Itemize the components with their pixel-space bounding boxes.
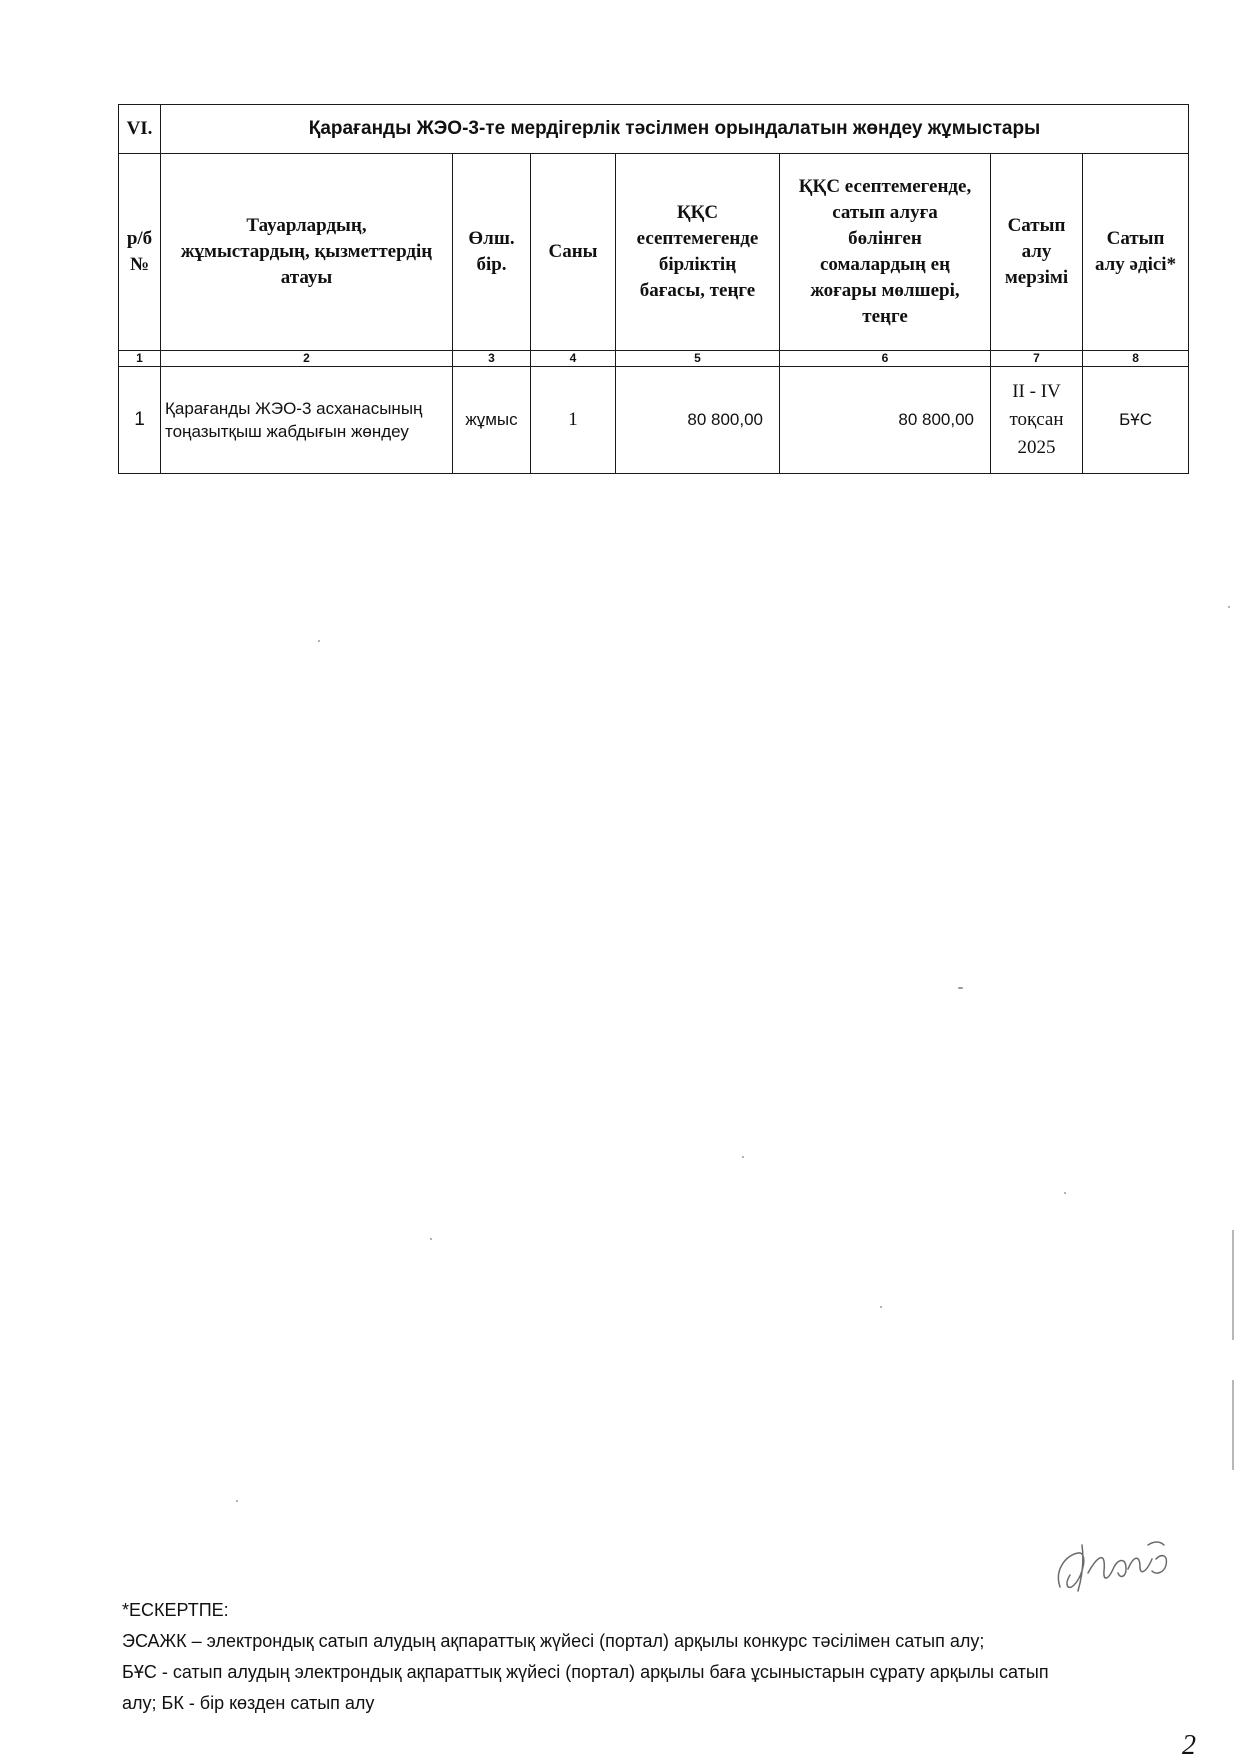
column-index: 5	[616, 351, 780, 367]
row-method: БҰС	[1083, 367, 1189, 474]
scan-speck	[236, 1500, 238, 1502]
scan-speck	[958, 987, 963, 989]
header-method: Сатып алу әдісі*	[1083, 154, 1189, 351]
footnote-line: ЭСАЖК – электрондық сатып алудың ақпараттық жүйесі (портал) арқылы конкурс тәсілімен сатып алу;	[122, 1631, 985, 1651]
header-num: р/б №	[119, 154, 161, 351]
scan-speck	[318, 640, 320, 642]
header-qty: Саны	[531, 154, 616, 351]
scan-speck	[1064, 1192, 1066, 1194]
header-unit: Өлш. бір.	[453, 154, 531, 351]
header-period: Сатып алу мерзімі	[991, 154, 1083, 351]
row-number: 1	[119, 367, 161, 474]
footnote-line: алу; БК - бір көзден сатып алу	[122, 1693, 375, 1713]
column-index-row	[119, 351, 1189, 367]
table-row	[119, 367, 1189, 474]
row-unit-price: 80 800,00	[616, 367, 780, 474]
header-max-amount: ҚҚС есептемегенде, сатып алуға бөлінген сомалардың ең жоғары мөлшері, теңге	[780, 154, 991, 351]
section-title: Қарағанды ЖЭО-3-те мердігерлік тәсілмен орындалатын жөндеу жұмыстары	[161, 105, 1189, 154]
handwritten-signature-icon	[1048, 1515, 1178, 1605]
section-row	[119, 105, 1189, 154]
header-name: Тауарлардың, жұмыстардың, қызметтердің атауы	[161, 154, 453, 351]
column-index: 1	[119, 351, 161, 367]
row-item-name: Қарағанды ЖЭО-3 асханасының тоңазытқыш жабдығын жөндеу	[161, 367, 453, 474]
scan-edge-mark	[1232, 1230, 1234, 1340]
footnote	[122, 1595, 1122, 1719]
column-index: 2	[161, 351, 453, 367]
section-number: VI.	[119, 105, 161, 154]
row-max-amount: 80 800,00	[780, 367, 991, 474]
column-index: 4	[531, 351, 616, 367]
column-index: 3	[453, 351, 531, 367]
scan-speck	[1228, 606, 1230, 608]
scan-edge-mark	[1232, 1380, 1234, 1470]
footnote-line: БҰС - сатып алудың электрондық ақпараттық жүйесі (портал) арқылы баға ұсыныстарын сұрату арқылы сатып	[122, 1662, 1049, 1682]
row-quantity: 1	[531, 367, 616, 474]
header-unit-price: ҚҚС есептемегенде бірліктің бағасы, теңге	[616, 154, 780, 351]
header-row	[119, 154, 1189, 351]
column-index: 6	[780, 351, 991, 367]
row-unit: жұмыс	[453, 367, 531, 474]
procurement-table	[118, 104, 1189, 474]
scan-speck	[742, 1156, 744, 1158]
footnote-title: *ЕСКЕРТПЕ:	[122, 1600, 229, 1620]
column-index: 7	[991, 351, 1083, 367]
row-period: II - IV тоқсан 2025	[991, 367, 1083, 474]
scan-speck	[430, 1238, 432, 1240]
column-index: 8	[1083, 351, 1189, 367]
page-number: 2	[1182, 1730, 1196, 1761]
scan-speck	[880, 1306, 882, 1308]
